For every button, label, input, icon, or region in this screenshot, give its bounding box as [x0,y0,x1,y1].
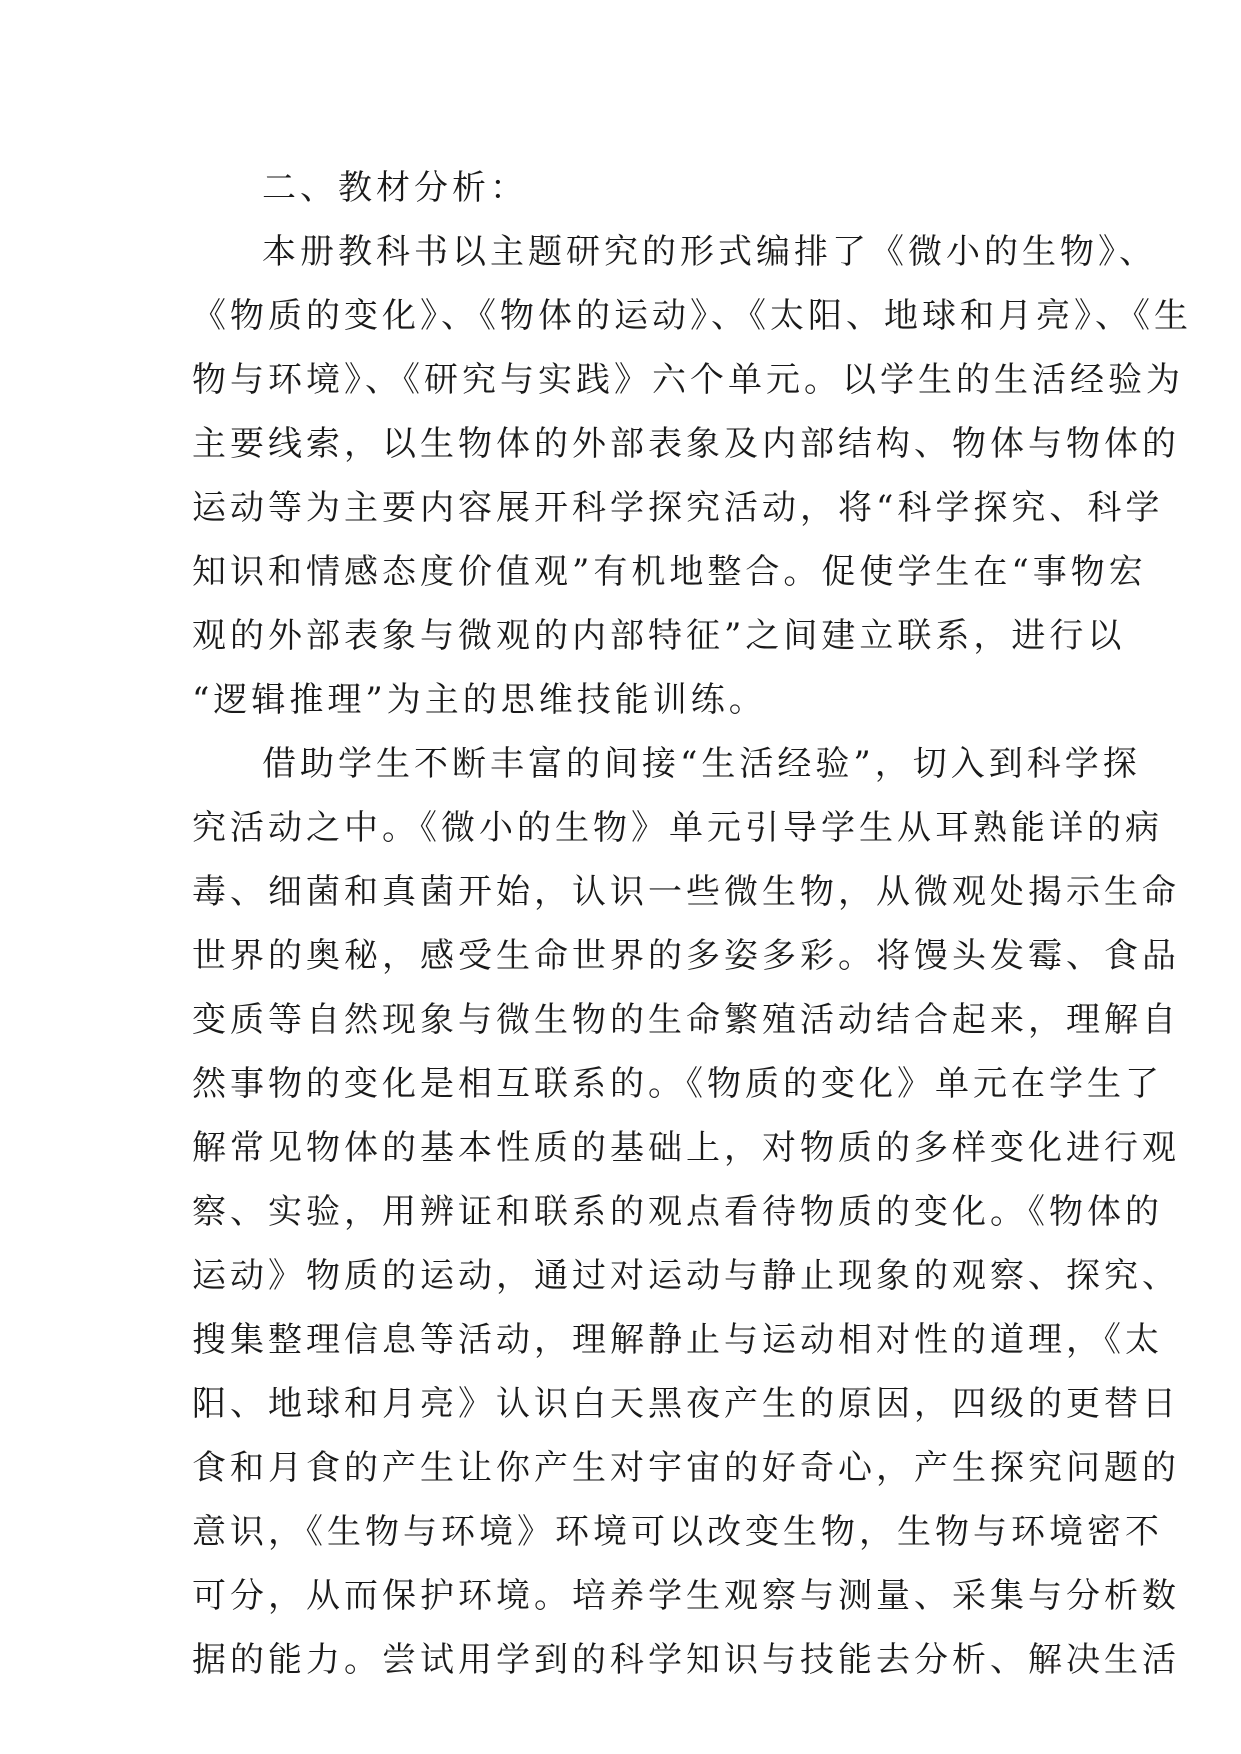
paragraph-line: “逻辑推理”为主的思维技能训练。 [192,680,767,720]
paragraph-textbook-overview [192,220,1192,732]
paragraph-line: 可分，从而保护环境。培养学生观察与测量、采集与分析数 [192,1576,1180,1616]
paragraph-line: 《物质的变化》、《物体的运动》、《太阳、地球和月亮》、《生 [192,296,1192,336]
paragraph-line: 运动》物质的运动，通过对运动与静止现象的观察、探究、 [192,1256,1180,1296]
paragraph-line: 然事物的变化是相互联系的。《物质的变化》单元在学生了 [192,1064,1163,1104]
paragraph-line: 察、实验，用辨证和联系的观点看待物质的变化。《物体的 [192,1192,1163,1232]
paragraph-line: 食和月食的产生让你产生对宇宙的好奇心，产生探究问题的 [192,1448,1180,1488]
paragraph-line: 变质等自然现象与微生物的生命繁殖活动结合起来，理解自 [192,1000,1180,1040]
section-heading: 二、教材分析： [262,168,528,208]
paragraph-line: 搜集整理信息等活动，理解静止与运动相对性的道理，《太 [192,1320,1163,1360]
paragraph-line: 据的能力。尝试用学到的科学知识与技能去分析、解决生活 [192,1640,1180,1680]
paragraph-unit-details [192,732,1180,1692]
paragraph-line: 意识，《生物与环境》环境可以改变生物，生物与环境密不 [192,1512,1163,1552]
paragraph-line: 本册教科书以主题研究的形式编排了《微小的生物》、 [262,232,1157,272]
paragraph-line: 运动等为主要内容展开科学探究活动，将“科学探究、科学 [192,488,1164,528]
paragraph-line: 观的外部表象与微观的内部特征”之间建立联系，进行以 [192,616,1126,656]
paragraph-line: 知识和情感态度价值观”有机地整合。促使学生在“事物宏 [192,552,1147,592]
document-body [192,156,1192,1692]
paragraph-line: 物与环境》、《研究与实践》六个单元。以学生的生活经验为 [192,360,1184,400]
paragraph-line: 究活动之中。《微小的生物》单元引导学生从耳熟能详的病 [192,808,1163,848]
paragraph-line: 世界的奥秘，感受生命世界的多姿多彩。将馒头发霉、食品 [192,936,1180,976]
paragraph-line: 主要线索，以生物体的外部表象及内部结构、物体与物体的 [192,424,1180,464]
paragraph-line: 毒、细菌和真菌开始，认识一些微生物，从微观处揭示生命 [192,872,1180,912]
paragraph-line: 借助学生不断丰富的间接“生活经验”，切入到科学探 [262,744,1141,784]
paragraph-line: 解常见物体的基本性质的基础上，对物质的多样变化进行观 [192,1128,1180,1168]
paragraph-line: 阳、地球和月亮》认识白天黑夜产生的原因，四级的更替日 [192,1384,1180,1424]
